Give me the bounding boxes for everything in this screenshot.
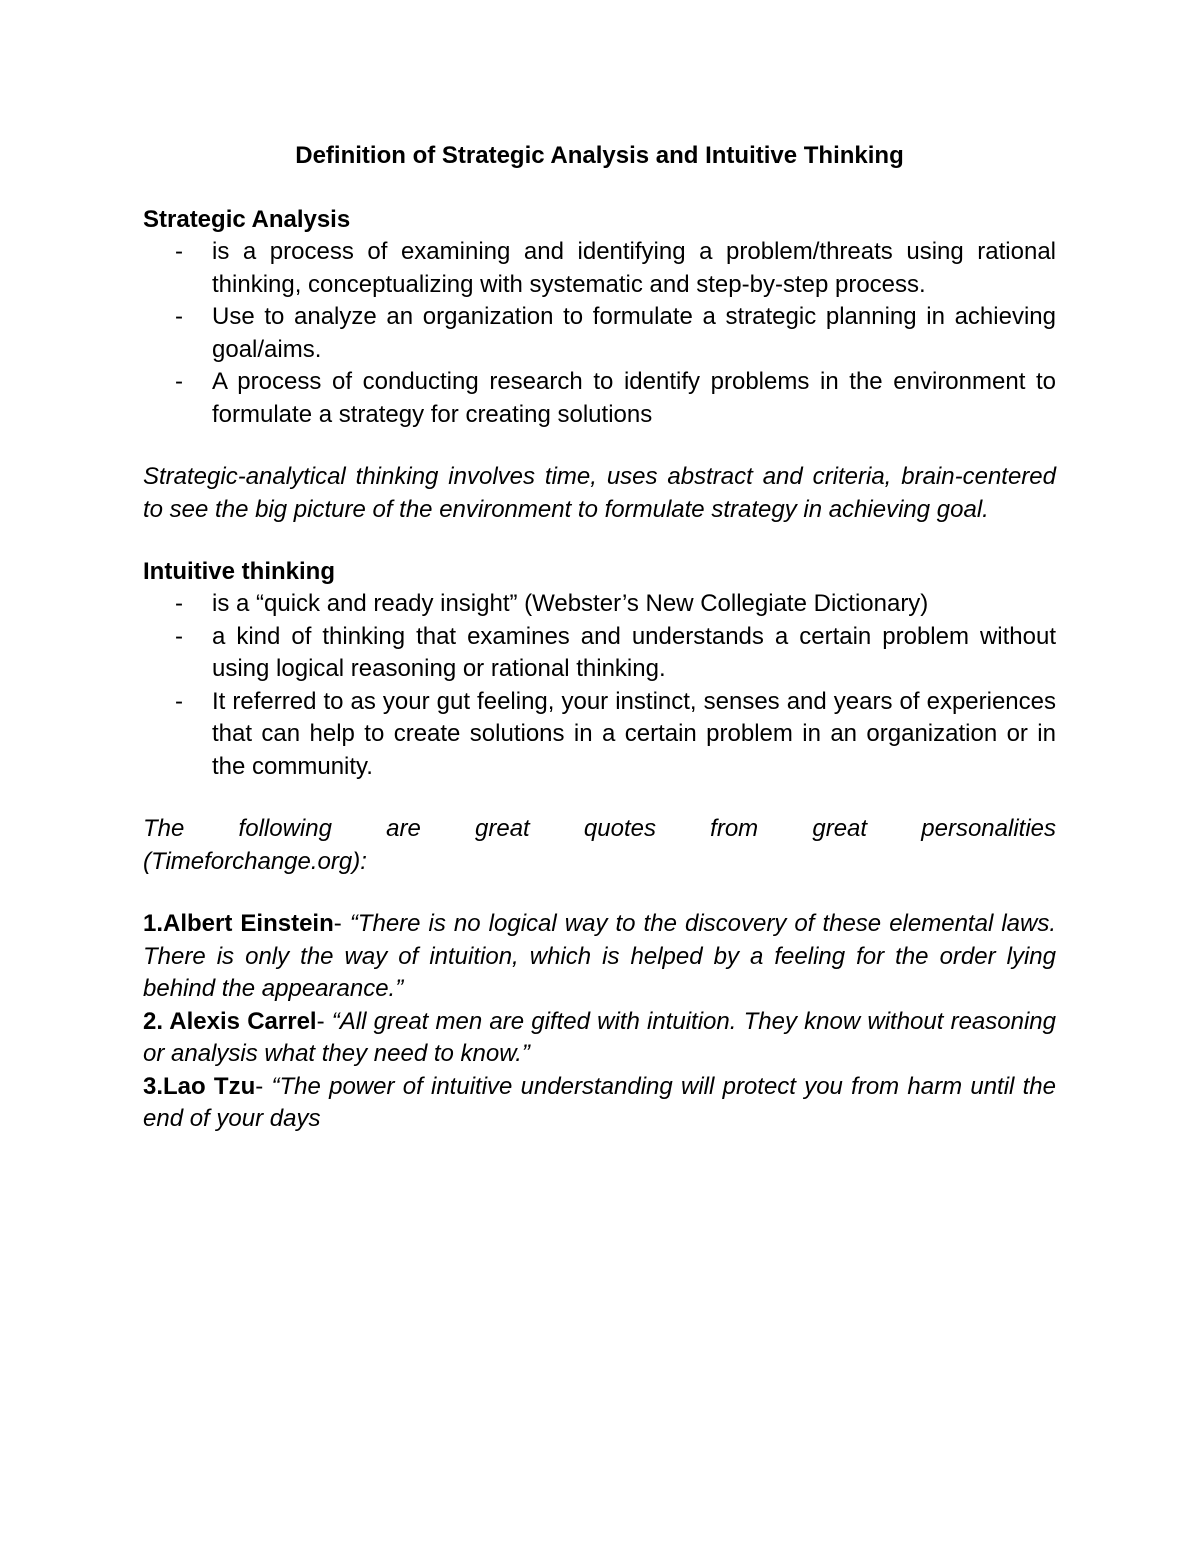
quote-separator: - [316,1007,332,1035]
bullet-dash: - [175,303,183,330]
list-item-text: is a “quick and ready insight” (Webster’s New Collegiate Dictionary) [212,590,929,617]
strategic-summary: Strategic-analytical thinking involves time, uses abstract and criteria, brain-centered to see the big picture of the environment to formulate strategy in achieving goal. [143,463,1056,523]
list-item-text: is a process of examining and identifying a problem/threats using rational thinking, conceptualizing with systematic and step-by-step process. [212,238,1056,298]
list-item [143,236,1056,301]
list-item [143,301,1056,366]
spacer [143,878,1056,908]
quotes-intro-line-1: The following are great quotes from great personalities [143,815,1056,842]
spacer [143,783,1056,813]
spacer [143,526,1056,556]
list-item-text: It referred to as your gut feeling, your instinct, senses and years of experiences that can help to create solutions in a certain problem in an organization or in the community. [212,687,1056,780]
bullet-dash: - [175,687,183,715]
strategic-analysis-heading: Strategic Analysis [143,206,351,233]
quotes-intro-line-2: (Timeforchange.org): [143,847,367,875]
spacer [143,431,1056,461]
quote-carrel [143,1006,1056,1071]
document-page [143,140,1056,1136]
document-title: Definition of Strategic Analysis and Intuitive Thinking [295,142,904,169]
list-item [143,621,1056,686]
list-item [143,366,1056,431]
list-item-text: a kind of thinking that examines and understands a certain problem without using logical reasoning or rational thinking. [212,622,1056,682]
quote-einstein [143,908,1056,1006]
quote-separator: - [333,910,350,937]
intuitive-thinking-heading: Intuitive thinking [143,558,335,585]
quote-author: 1.Albert Einstein [143,910,334,937]
quote-separator: - [255,1072,272,1100]
intuitive-thinking-list [143,588,1056,783]
quote-author: 3.Lao Tzu [143,1072,256,1100]
bullet-dash: - [175,590,183,617]
list-item-text: Use to analyze an organization to formulate a strategic planning in achieving goal/aims. [212,303,1056,363]
quote-author: 2. Alexis Carrel [143,1007,317,1035]
bullet-dash: - [175,368,183,395]
quote-text: “There is no logical way to the discovery of these elemental laws. There is only the way of intuition, which is helped by a feeling for the order lying behind the appearance.” [143,910,1056,1002]
quote-lao-tzu [143,1071,1056,1136]
list-item [143,588,1056,621]
list-item [143,686,1056,784]
strategic-analysis-list [143,236,1056,431]
bullet-dash: - [175,238,183,265]
list-item-text: A process of conducting research to identify problems in the environment to formulate a strategy for creating solutions [212,368,1056,428]
bullet-dash: - [175,622,183,650]
quote-text: “The power of intuitive understanding will protect you from harm until the end of your days [143,1072,1056,1132]
quote-text: “All great men are gifted with intuition. They know without reasoning or analysis what they need to know.” [143,1007,1057,1067]
